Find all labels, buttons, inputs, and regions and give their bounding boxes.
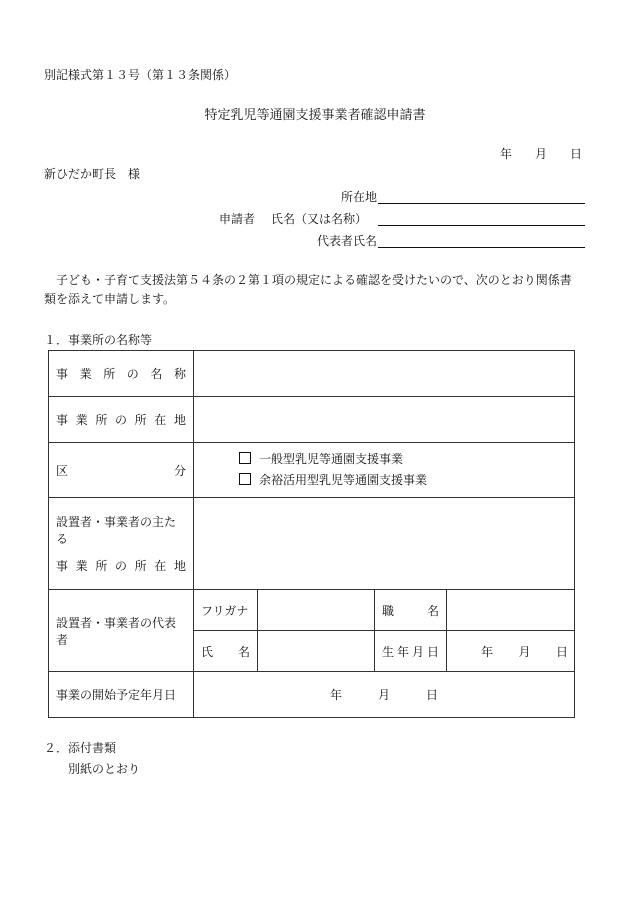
applicant-name-field[interactable]: [378, 225, 585, 226]
business-type-label: 区 分: [49, 443, 194, 498]
table-row: [49, 590, 575, 631]
table-row: [49, 498, 575, 590]
date-day-label: 日: [569, 147, 582, 161]
birthdate-field[interactable]: 年 月 日: [447, 631, 575, 672]
type-option-general[interactable]: 一般型乳児等通園支援事業: [239, 449, 574, 470]
facility-table: [48, 350, 575, 718]
facility-location-field[interactable]: [194, 397, 575, 443]
application-date[interactable]: [500, 147, 582, 161]
attachments-note: 別紙のとおり: [68, 762, 141, 776]
operator-representative-label: 設置者・事業者の代表者: [49, 590, 194, 672]
body-text-line2: 類を添えて申請します。: [44, 292, 176, 306]
operator-office-label: 設置者・事業者の主たる 事 業 所 の 所 在 地: [49, 498, 194, 590]
furigana-label: フリガナ: [194, 590, 258, 631]
birthdate-label: 生 年 月 日: [375, 631, 447, 672]
date-year-label: 年: [500, 147, 513, 161]
section1-heading: １．事業所の名称等: [44, 333, 153, 347]
representative-name-label: 代表者氏名: [317, 234, 378, 248]
facility-location-label: 事 業 所 の 所 在 地: [49, 397, 194, 443]
table-row: [49, 672, 575, 718]
applicant-address-field[interactable]: [378, 203, 585, 204]
table-row: [49, 443, 575, 498]
start-date-label: 事業の開始予定年月日: [49, 672, 194, 718]
section2-heading: ２．添付書類: [44, 741, 117, 755]
addressee: 新ひだか町長 様: [44, 167, 141, 181]
applicant-name-label: 氏名（又は名称）: [271, 212, 368, 226]
start-date-field[interactable]: 年 月 日: [194, 672, 575, 718]
applicant-heading: 申請者: [219, 212, 256, 226]
rep-name-field[interactable]: [258, 631, 375, 672]
checkbox-icon[interactable]: [239, 473, 251, 485]
rep-name-label: 氏 名: [194, 631, 258, 672]
facility-name-label: 事 業 所 の 名 称: [49, 351, 194, 397]
furigana-field[interactable]: [258, 590, 375, 631]
body-text-line1: 子ども・子育て支援法第５４条の２第１項の規定による確認を受けたいので、次のとおり関係書: [56, 273, 572, 287]
position-field[interactable]: [447, 590, 575, 631]
date-month-label: 月: [534, 147, 547, 161]
form-number: 別記様式第１３号（第１３条関係）: [44, 68, 237, 82]
representative-name-field[interactable]: [378, 247, 585, 248]
facility-name-field[interactable]: [194, 351, 575, 397]
position-label: 職 名: [375, 590, 447, 631]
table-row: [49, 351, 575, 397]
checkbox-icon[interactable]: [239, 452, 251, 464]
document-title: 特定乳児等通園支援事業者確認申請書: [204, 108, 426, 123]
business-type-options: [194, 443, 575, 498]
operator-office-field[interactable]: [194, 498, 575, 590]
table-row: [49, 397, 575, 443]
type-option-surplus[interactable]: 余裕活用型乳児等通園支援事業: [239, 470, 574, 491]
applicant-address-label: 所在地: [341, 190, 378, 204]
